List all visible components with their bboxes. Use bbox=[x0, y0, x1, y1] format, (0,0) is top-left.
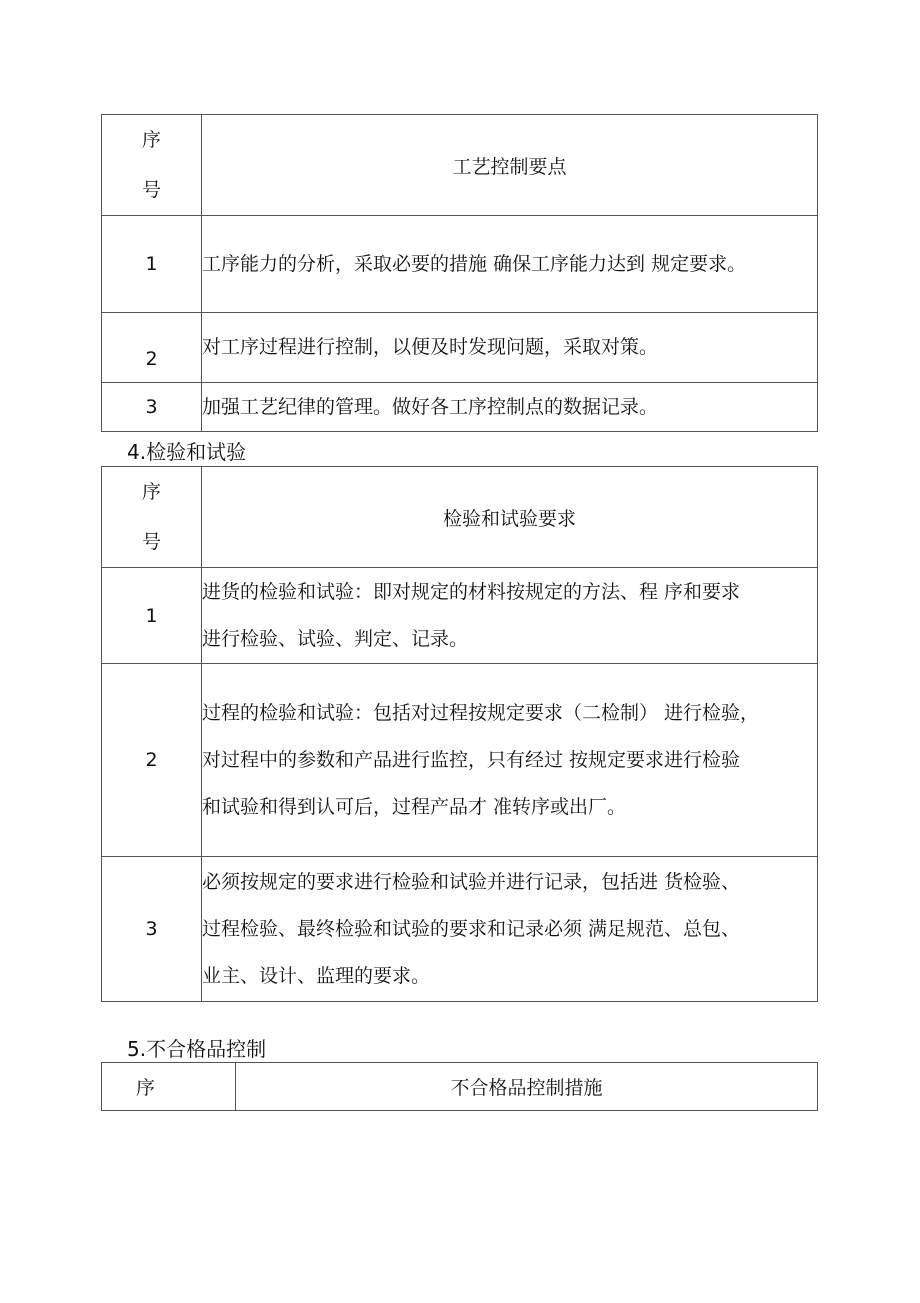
seq-header-char-1: 序 bbox=[141, 481, 161, 503]
table-row bbox=[102, 857, 818, 1002]
content-header-cell: 工艺控制要点 bbox=[202, 115, 818, 216]
row-content bbox=[202, 568, 818, 664]
table-header-row bbox=[102, 115, 818, 216]
row-content bbox=[202, 383, 818, 432]
row-number: 1 bbox=[102, 568, 202, 664]
row-content bbox=[202, 216, 818, 313]
inspection-test-table bbox=[101, 466, 818, 1002]
table-row bbox=[102, 313, 818, 383]
nonconforming-control-table bbox=[101, 1062, 818, 1111]
row-content bbox=[202, 313, 818, 383]
section-heading-nonconforming: 5.不合格品控制 bbox=[127, 1037, 267, 1061]
seq-header-cell bbox=[102, 467, 202, 568]
row-number: 2 bbox=[102, 664, 202, 857]
row-line: 进行检验、试验、判定、记录。 bbox=[202, 627, 469, 650]
table-row bbox=[102, 568, 818, 664]
seq-header-cell: 序 bbox=[102, 1063, 236, 1111]
row-line: 业主、设计、监理的要求。 bbox=[202, 964, 431, 987]
row-content bbox=[202, 664, 818, 857]
row-line: 对过程中的参数和产品进行监控，只有经过 按规定要求进行检验 bbox=[202, 748, 741, 771]
row-line: 进货的检验和试验：即对规定的材料按规定的方法、程 序和要求 bbox=[202, 580, 741, 603]
seq-header-cell bbox=[102, 115, 202, 216]
table-row bbox=[102, 383, 818, 432]
row-line: 过程的检验和试验：包括对过程按规定要求（二检制） 进行检验， bbox=[202, 701, 760, 724]
row-number: 3 bbox=[102, 383, 202, 432]
section-heading-inspection: 4.检验和试验 bbox=[127, 440, 247, 464]
row-line: 加强工艺纪律的管理。做好各工序控制点的数据记录。 bbox=[202, 395, 659, 418]
process-control-table bbox=[101, 114, 818, 432]
row-line: 对工序过程进行控制，以便及时发现问题，采取对策。 bbox=[202, 336, 659, 358]
table-header-row bbox=[102, 1063, 818, 1111]
row-number: 1 bbox=[102, 216, 202, 313]
table-row bbox=[102, 216, 818, 313]
row-line: 必须按规定的要求进行检验和试验并进行记录，包括进 货检验、 bbox=[202, 870, 741, 893]
row-line: 和试验和得到认可后，过程产品才 准转序或出厂。 bbox=[202, 795, 627, 818]
table-row bbox=[102, 664, 818, 857]
content-header-cell: 不合格品控制措施 bbox=[236, 1063, 818, 1111]
row-content bbox=[202, 857, 818, 1002]
seq-header-char-2: 号 bbox=[141, 531, 161, 553]
row-line: 过程检验、最终检验和试验的要求和记录必须 满足规范、总包、 bbox=[202, 917, 741, 940]
table-header-row bbox=[102, 467, 818, 568]
row-line: 工序能力的分析，采取必要的措施 确保工序能力达到 规定要求。 bbox=[202, 252, 747, 275]
row-number: 2 bbox=[102, 313, 202, 383]
seq-header-char-2: 号 bbox=[141, 179, 161, 201]
row-number: 3 bbox=[102, 857, 202, 1002]
content-header-cell: 检验和试验要求 bbox=[202, 467, 818, 568]
seq-header-char-1: 序 bbox=[141, 129, 161, 151]
